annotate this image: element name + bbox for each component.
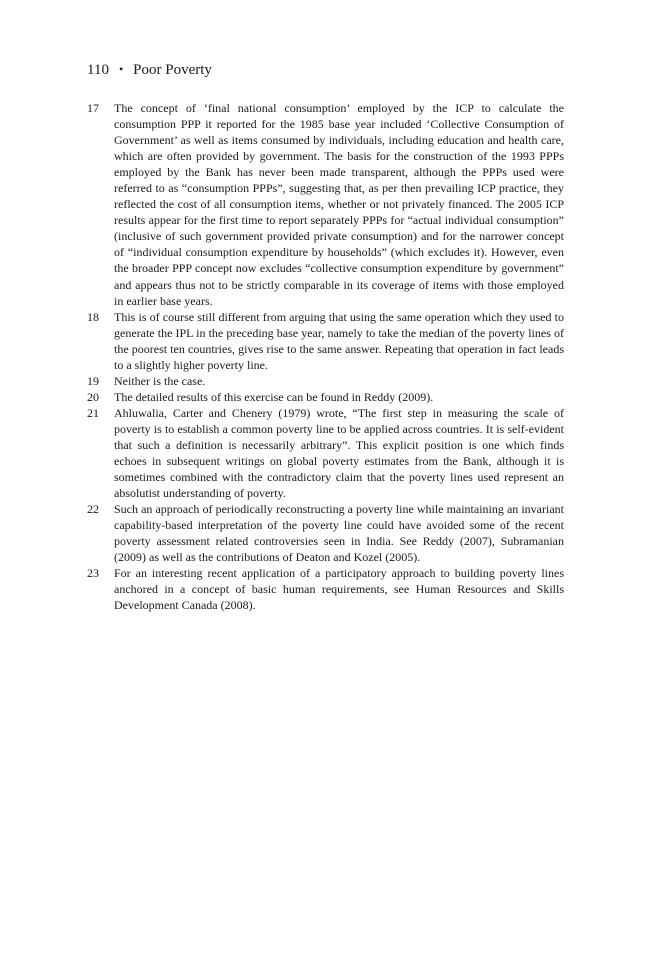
note-text: For an interesting recent application of a participatory approach to building poverty lines anchored in a concept of basic human requirements, see Human Resources and Skills Development Canada (2008). <box>114 566 564 613</box>
endnote-18 <box>87 309 564 373</box>
endnote-17 <box>87 100 564 309</box>
note-number: 20 <box>87 389 99 404</box>
note-text: Such an approach of periodically reconstructing a poverty line while maintaining an invariant capability-based interpretation of the poverty line could have avoided some of the recent poverty assessment related controversies seen in India. See Reddy (2007), Subramanian (2009) as well as the contributions of Deaton and Kozel (2005). <box>114 502 564 565</box>
note-number: 21 <box>87 405 99 420</box>
note-text: The detailed results of this exercise can be found in Reddy (2009). <box>114 389 434 404</box>
endnote-20 <box>87 389 564 405</box>
endnote-19 <box>87 373 564 389</box>
note-number: 18 <box>87 309 99 324</box>
note-text: Ahluwalia, Carter and Chenery (1979) wrote, “The first step in measuring the scale of poverty is to establish a common poverty line to be applied across countries. It is self-evident that such a definition is necessarily arbitrary”. This explicit position is one which finds echoes in subsequent writings on global poverty estimates from the Bank, although it is sometimes combined with the contradictory claim that the poverty lines used represent an absolutist understanding of poverty. <box>114 405 564 501</box>
endnote-22 <box>87 501 564 565</box>
running-head <box>87 61 212 79</box>
separator-bullet: • <box>118 62 124 76</box>
book-title: Poor Poverty <box>133 62 212 78</box>
endnotes-list <box>87 100 564 614</box>
endnote-23 <box>87 565 564 613</box>
note-text: The concept of ‘final national consumption’ employed by the ICP to calculate the consumption PPP it reported for the 1985 base year included ‘Collective Consumption of Government’ as well as items consumed by individuals, including education and health care, which are often provided by government. The basis for the construction of the 1993 PPPs employed by the Bank has never been made transparent, although the PPPs used were referred to as “consumption PPPs”, suggesting that, as per then prevailing ICP practice, they reflected the cost of all consumption items, whether or not privately financed. The 2005 ICP results appear for the first time to report separately PPPs for “actual individual consumption” (inclusive of such government provided private consumption) and for the narrower concept of “individual consumption expenditure by households” (which excludes it). However, even the broader PPP concept now excludes “collective consumption expenditure by government” and appears thus not to be strictly comparable in its coverage of items with those employed in earlier base years. <box>114 101 564 308</box>
note-number: 23 <box>87 566 99 581</box>
note-number: 22 <box>87 502 99 517</box>
note-number: 19 <box>87 373 99 388</box>
note-text: This is of course still different from arguing that using the same operation which they used to generate the IPL in the preceding base year, namely to take the median of the poverty lines of the poorest ten countries, gives rise to the same answer. Repeating that operation in fact leads to a slightly higher poverty line. <box>114 309 564 372</box>
endnote-21 <box>87 405 564 501</box>
note-number: 17 <box>87 101 99 115</box>
note-text: Neither is the case. <box>114 373 206 388</box>
page-number: 110 <box>87 62 109 78</box>
